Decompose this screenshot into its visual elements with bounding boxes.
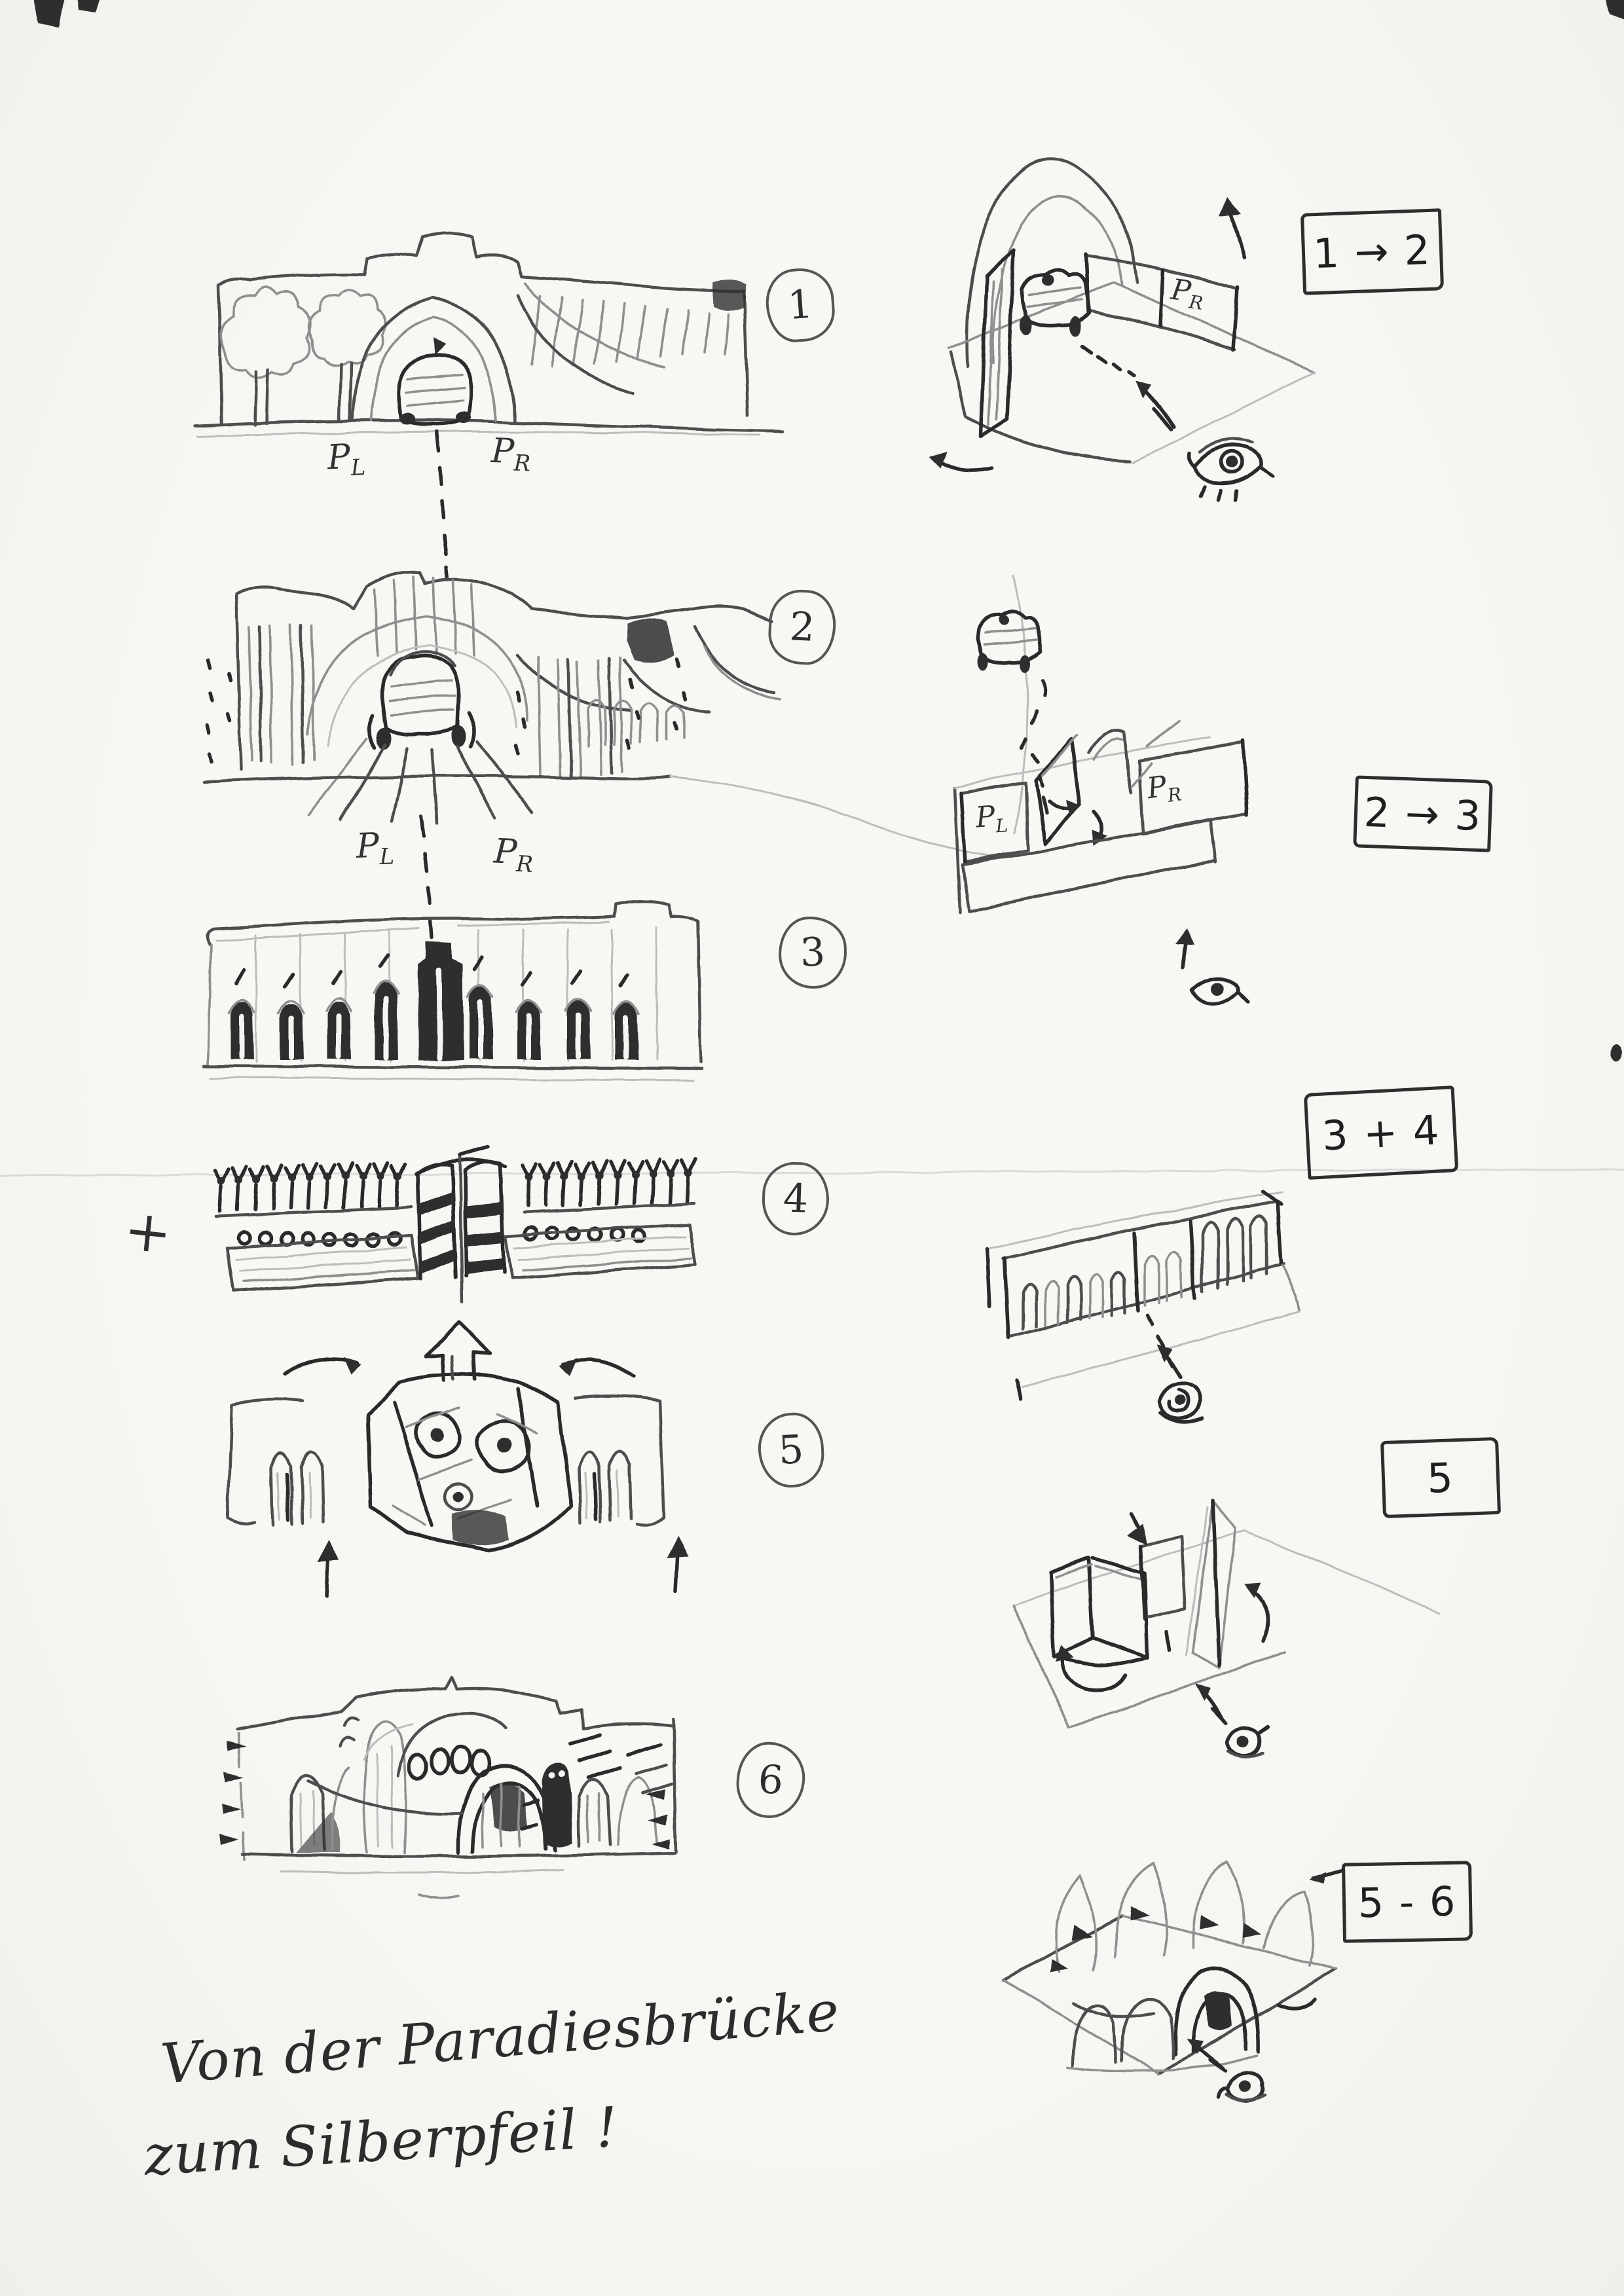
label-text: P bbox=[355, 826, 380, 866]
transition-label-text: 1 → 2 bbox=[1312, 225, 1432, 278]
scene-1-number bbox=[764, 266, 837, 344]
scene-5-number bbox=[756, 1411, 826, 1489]
scene-2-number bbox=[767, 588, 838, 666]
transition-2-3-panel-label-left bbox=[974, 799, 1008, 838]
label-sub: L bbox=[350, 454, 367, 482]
label-text: P bbox=[490, 431, 515, 472]
transition-5-6-label bbox=[1342, 1861, 1473, 1942]
caption-line-1: Von der Paradiesbrücke bbox=[158, 1978, 842, 2096]
label-text: P bbox=[1145, 769, 1169, 806]
transition-2-3-panel-label-right bbox=[1145, 768, 1183, 809]
transition-1-2-panel-label-right bbox=[1168, 273, 1206, 314]
scene-3-number bbox=[777, 915, 848, 990]
label-text: P bbox=[326, 437, 352, 478]
label-sub: R bbox=[1187, 291, 1205, 315]
transition-1-2-label bbox=[1301, 208, 1444, 295]
label-text: P bbox=[492, 831, 518, 873]
scene-number-label: 1 bbox=[786, 281, 815, 329]
label-sub: R bbox=[515, 850, 534, 878]
label-text: P bbox=[1169, 272, 1193, 309]
scene-number-label: 6 bbox=[756, 1756, 785, 1804]
transition-label-text: 2 → 3 bbox=[1363, 788, 1483, 840]
scene-number-label: 5 bbox=[777, 1427, 805, 1474]
label-sub: R bbox=[1166, 783, 1183, 807]
scene-4-number bbox=[761, 1161, 830, 1236]
caption-line-2: zum Silberpfeil ! bbox=[142, 2094, 621, 2188]
label-sub: R bbox=[513, 450, 531, 477]
scene-2-stage-label-right bbox=[492, 831, 534, 877]
label-sub: L bbox=[995, 814, 1009, 837]
transition-label-text: 5 bbox=[1426, 1453, 1455, 1503]
transition-label-text: 3 + 4 bbox=[1321, 1105, 1441, 1160]
scene-6-number bbox=[734, 1740, 807, 1821]
scene-number-label: 3 bbox=[799, 929, 826, 976]
label-text: P bbox=[974, 799, 997, 835]
transition-3-4-label bbox=[1304, 1085, 1459, 1180]
scene-1-stage-label-left bbox=[326, 437, 366, 483]
scene-number-label: 2 bbox=[788, 604, 816, 651]
transition-2-3-label bbox=[1353, 775, 1493, 852]
transition-5-label bbox=[1380, 1437, 1501, 1518]
transition-label-text: 5 - 6 bbox=[1357, 1877, 1457, 1927]
scene-1-stage-label-right bbox=[490, 431, 532, 477]
scene-number-label: 4 bbox=[782, 1175, 809, 1222]
plus-annotation: + bbox=[120, 1197, 175, 1267]
label-sub: L bbox=[378, 843, 395, 871]
scene-2-stage-label-left bbox=[356, 826, 395, 871]
